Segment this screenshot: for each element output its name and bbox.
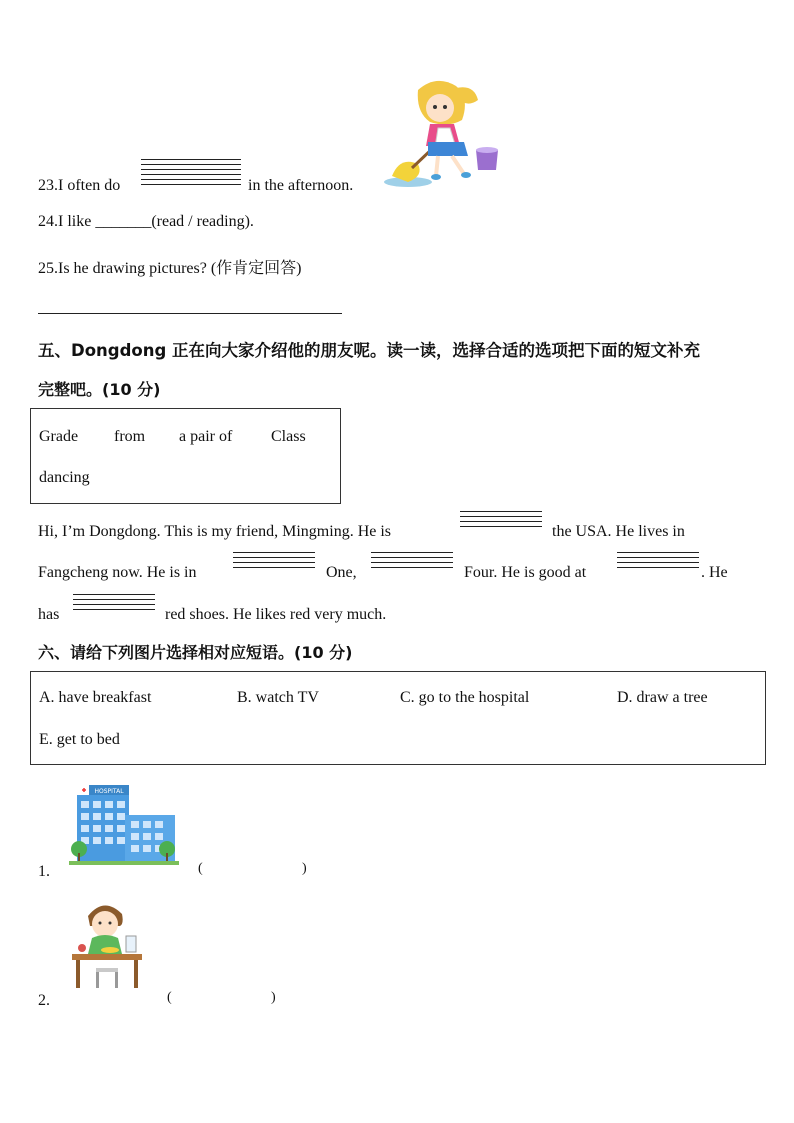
- q25-answer-line[interactable]: [38, 313, 342, 314]
- option-e: E. get to bed: [39, 731, 120, 748]
- item1-answer-field[interactable]: [208, 861, 298, 879]
- item2-paren-close: ): [271, 990, 276, 1005]
- passage-blank-5[interactable]: [73, 594, 155, 614]
- section5-title-line2: 完整吧。(10 分): [38, 380, 161, 399]
- passage-blank-3[interactable]: [371, 552, 453, 572]
- option-a: A. have breakfast: [39, 689, 152, 706]
- q24-text: 24.I like _______(read / reading).: [38, 213, 254, 230]
- item1-number: 1.: [38, 863, 50, 880]
- passage-line3-a: has: [38, 606, 60, 623]
- passage-line2-c: Four. He is good at: [464, 564, 587, 581]
- passage-blank-1[interactable]: [460, 511, 542, 531]
- item2-number: 2.: [38, 992, 50, 1009]
- boy-eating-illustration: [70, 898, 146, 990]
- item2-paren-open: (: [167, 990, 172, 1005]
- q23-before: 23.I often do: [38, 177, 121, 194]
- section6-options-box: [30, 671, 766, 765]
- option-b: B. watch TV: [237, 689, 319, 706]
- item1-paren-open: (: [198, 861, 203, 876]
- passage-blank-4[interactable]: [617, 552, 699, 572]
- word-option: dancing: [39, 469, 90, 486]
- q23-answer-blank[interactable]: [141, 159, 241, 189]
- hospital-sign-text: HOSPITAL: [94, 788, 124, 795]
- q23-after: in the afternoon.: [248, 177, 354, 194]
- passage-line3-b: red shoes. He likes red very much.: [165, 606, 387, 623]
- item2-answer-field[interactable]: [177, 990, 267, 1008]
- section5-title-line1: 五、Dongdong 正在向大家介绍他的朋友呢。读一读，选择合适的选项把下面的短文补充: [38, 341, 701, 360]
- word-option: Class: [271, 428, 306, 445]
- word-option: from: [114, 428, 146, 445]
- passage-line2-a: Fangcheng now. He is in: [38, 564, 197, 581]
- hospital-illustration: [69, 781, 179, 867]
- word-option: Grade: [39, 428, 79, 445]
- passage-blank-2[interactable]: [233, 552, 315, 572]
- item1-paren-close: ): [302, 861, 307, 876]
- passage-line2-b: One,: [326, 564, 357, 581]
- passage-line1-a: Hi, I’m Dongdong. This is my friend, Mingming. He is: [38, 523, 392, 540]
- section6-title: 六、请给下列图片选择相对应短语。(10 分): [38, 643, 353, 662]
- passage-line1-b: the USA. He lives in: [552, 523, 685, 540]
- girl-mopping-illustration: [378, 76, 504, 192]
- word-option: a pair of: [179, 428, 233, 445]
- passage-line2-d: . He: [701, 564, 728, 581]
- option-d: D. draw a tree: [617, 689, 708, 706]
- section5-word-bank: [30, 408, 341, 504]
- q25-text: 25.Is he drawing pictures? (作肯定回答): [38, 260, 302, 277]
- option-c: C. go to the hospital: [400, 689, 530, 706]
